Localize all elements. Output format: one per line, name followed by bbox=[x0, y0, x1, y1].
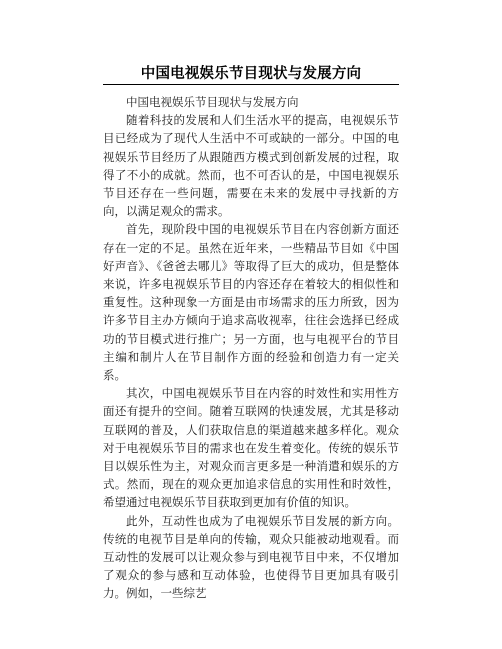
paragraph: 其次，中国电视娱乐节目在内容的时效性和实用性方面还有提升的空间。随着互联网的快速发展，尤其是移动互联网的普及，人们获取信息的渠道越来越多样化。观众对于电视娱乐节目的需求也在发生着变化。传统的娱乐节目以娱乐性为主，对观众而言更多是一种消遣和娱乐的方式。然而，现在的观众更加追求信息的实用性和时效性，希望通过电视娱乐节目获取到更加有价值的知识。 bbox=[103, 386, 399, 510]
paragraph: 中国电视娱乐节目现状与发展方向 bbox=[126, 95, 299, 109]
paragraph: 随着科技的发展和人们生活水平的提高，电视娱乐节目已经成为了现代人生活中不可或缺的一部分。中国的电视娱乐节目经历了从跟随西方模式到创新发展的过程，取得了不小的成就。然而，也不可否认的是，中国电视娱乐节目还存在一些问题，需要在未来的发展中寻找新的方向，以满足观众的需求。 bbox=[103, 113, 399, 219]
paragraph: 此外，互动性也成为了电视娱乐节目发展的新方向。传统的电视节目是单向的传输，观众只能被动地观看。而互动性的发展可以让观众参与到电视节目中来，不仅增加了观众的参与感和互动体验，也使得节目更加具有吸引力。例如，一些综艺 bbox=[103, 513, 399, 601]
document-title: 中国电视娱乐节目现状与发展方向 bbox=[140, 66, 362, 82]
document-body bbox=[103, 93, 399, 603]
paragraph: 首先，现阶段中国的电视娱乐节目在内容创新方面还存在一定的不足。虽然在近年来，一些精品节目如《中国好声音》、《爸爸去哪儿》等取得了巨大的成功，但是整体来说，许多电视娱乐节目的内容还存在着较大的相似性和重复性。这种现象一方面是由市场需求的压力所致，因为许多节目主办方倾向于追求高收视率，往往会选择已经成功的节目模式进行推广；另一方面，也与电视平台的节目主编和制片人在节目制作方面的经验和创造力有一定关系。 bbox=[103, 222, 399, 383]
title-underline bbox=[103, 84, 399, 85]
